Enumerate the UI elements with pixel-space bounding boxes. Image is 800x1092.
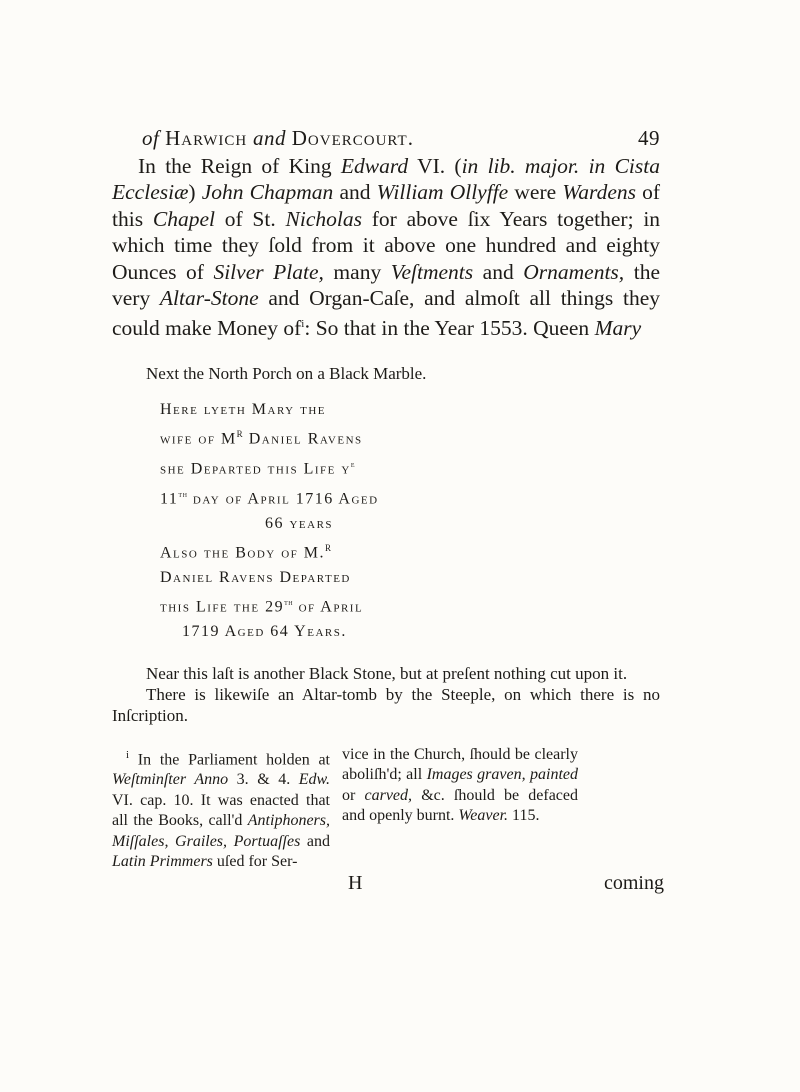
main-paragraph: In the Reign of King Edward VI. (in lib. major. in Cista Ecclesiæ) John Chapman and William Ollyffe were Wardens of this Chapel of St. Nicholas for above ſix Years together; in which time they ſold from it above one hundred and eighty Ounces of Silver Plate, many Veſtments and Ornaments, the very Altar-Stone and Organ-Caſe, and almoſt all things they could make Money $of^i$: So that in the Year 1553. Queen Mary (112, 154, 661, 341)
paragraph-black-stone: Near this laſt is another Black Stone, but at preſent nothing cut upon it. (146, 664, 628, 684)
signature-mark: H (348, 872, 363, 895)
book-page (112, 126, 664, 895)
inscription (160, 398, 490, 644)
inscription-line: Here lyeth Mary the (160, 401, 327, 418)
footnote-left-column: $^i$ In the Parliament holden at Weſtminſter Anno 3. & 4. Edw. VI. cap. 10. It was enacted that all the Books, call'd Antiphoners, Miſſales, Grailes, Portuaſſes and Latin Primmers uſed for Ser- (112, 748, 331, 871)
inscription-line: 66 years (264, 514, 334, 532)
inscription-line: Daniel Ravens Departed (160, 568, 351, 586)
paragraph-altar-tomb: There is likewiſe an Altar-tomb by the Steeple, on which there is no Inſcription. (112, 685, 660, 725)
footnote-mark: i (126, 748, 130, 761)
page-number: 49 (638, 126, 660, 150)
inscription-line: she Departed this Life $y^e$ (160, 459, 355, 478)
inscription-intro: Next the North Porch on a Black Marble. (146, 364, 427, 383)
running-title (142, 126, 414, 151)
footnote-right-column: vice in the Church, ſhould be clearly aboliſh'd; all Images graven, painted or carved, &c. ſhould be defaced and openly burnt. Weaver. 115. (342, 745, 578, 824)
footnote-reference: i (301, 318, 305, 331)
title-and: and (253, 126, 287, 150)
running-head (142, 126, 660, 151)
inscription-line: 1719 Aged 64 Years. (182, 622, 347, 640)
page-footer (112, 872, 664, 895)
title-harwich: Harwich (165, 126, 248, 150)
title-dovercourt: Dovercourt. (291, 126, 414, 150)
title-of: of (142, 126, 160, 150)
inscription-line: Also the Body of M.$^R$ (160, 543, 332, 562)
inscription-line: this Life the 29th of April (160, 597, 364, 616)
inscription-line: wife of $M^R$ Daniel Ravens (160, 429, 363, 448)
footnote (112, 745, 660, 873)
catchword: coming (604, 872, 664, 895)
inscription-line: 11th day of April 1716 Aged (160, 488, 379, 508)
